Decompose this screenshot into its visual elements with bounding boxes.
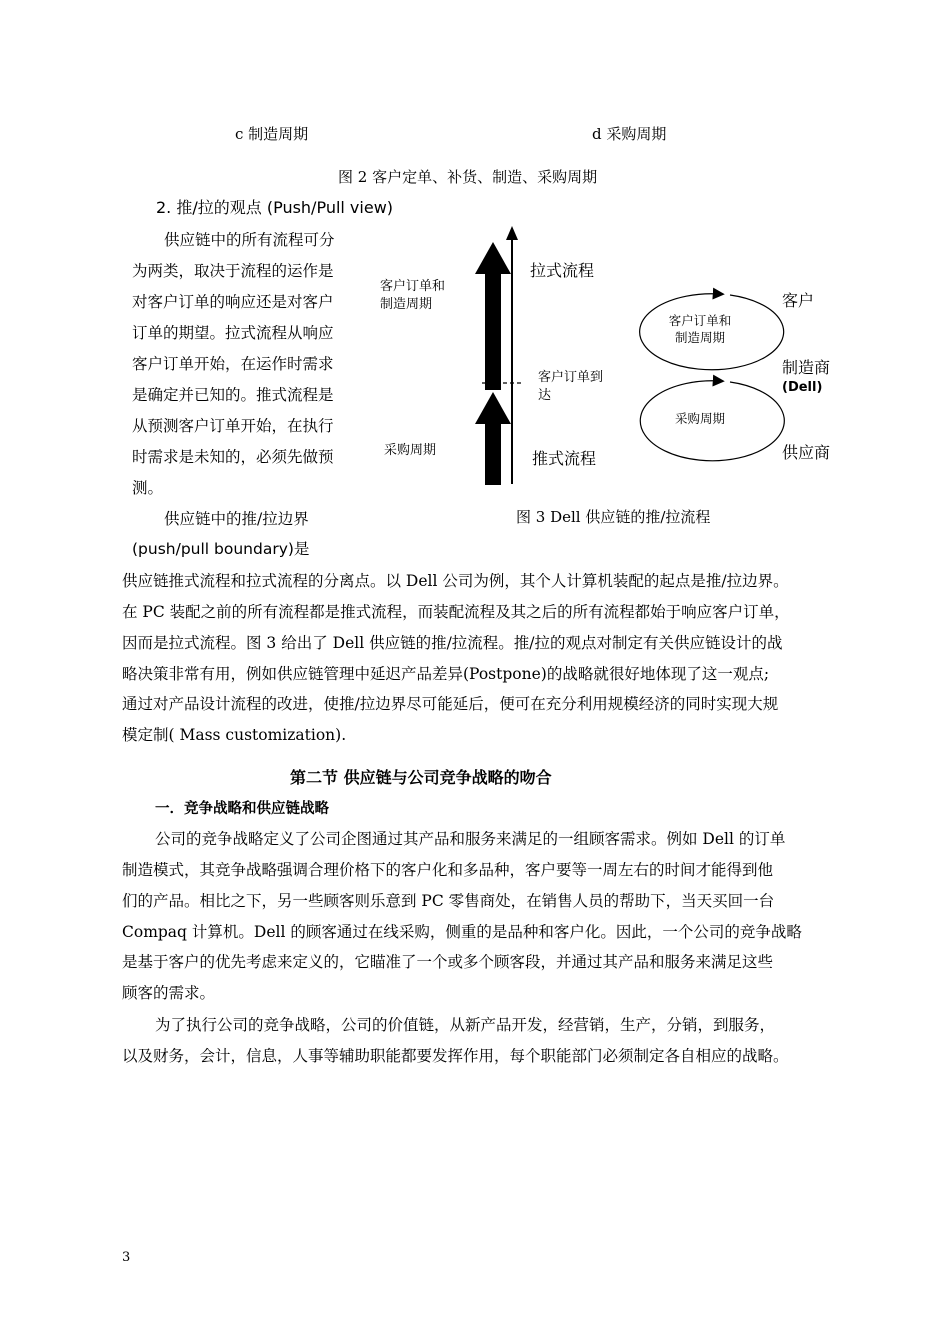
order-mfg-label: 客户订单和 <box>380 279 446 294</box>
supplier-label: 供应商 <box>782 443 831 462</box>
paragraph-line: 通过对产品设计流程的改进，使推/拉边界尽可能延后，便可在充分利用规模经济的同时实现大规 <box>122 695 779 713</box>
left-text-line: (push/pull boundary)是 <box>132 540 310 558</box>
paragraph-line: 为了执行公司的竞争战略，公司的价值链，从新产品开发，经营销，生产，分销，到服务， <box>155 1016 776 1034</box>
cycle-top-label: 客户订单和 <box>668 313 732 328</box>
dell-label: (Dell) <box>782 380 823 395</box>
figure2-caption: 图 2 客户定单、补货、制造、采购周期 <box>338 168 598 186</box>
figure3-caption: 图 3 Dell 供应链的推/拉流程 <box>516 508 711 526</box>
figure2-subcaption-d: d 采购周期 <box>592 125 667 143</box>
left-text-line: 时需求是未知的，必须先做预 <box>132 448 334 466</box>
left-text-line: 测。 <box>132 479 164 497</box>
paragraph-line: 略决策非常有用，例如供应链管理中延迟产品差异(Postpone)的战略就很好地体现了这一观点; <box>122 665 770 683</box>
pull-process-label: 拉式流程 <box>530 261 595 280</box>
order-mfg-label: 制造周期 <box>380 297 433 312</box>
paragraph-line: 是基于客户的优先考虑来定义的，它瞄准了一个或多个顾客段，并通过其产品和服务来满足这些 <box>122 953 774 971</box>
customer-label: 客户 <box>782 291 815 310</box>
cycle-bottom-label: 采购周期 <box>674 411 726 426</box>
page-number: 3 <box>122 1250 131 1265</box>
figure3-push-pull-diagram <box>370 222 850 492</box>
figure2-subcaption-c: c 制造周期 <box>235 125 309 143</box>
order-arrive-label: 达 <box>538 388 552 403</box>
paragraph-line: 供应链推式流程和拉式流程的分离点。以 Dell 公司为例，其个人计算机装配的起点是推/拉边界。 <box>122 572 789 590</box>
order-arrive-label: 客户订单到 <box>538 370 604 385</box>
left-text-line: 为两类，取决于流程的运作是 <box>132 262 334 280</box>
paragraph-line: 制造模式，其竞争战略强调合理价格下的客户化和多品种，客户要等一周左右的时间才能得到他 <box>122 861 774 879</box>
paragraph-line: 以及财务，会计，信息，人事等辅助职能都要发挥作用，每个职能部门必须制定各自相应的战略。 <box>122 1047 789 1065</box>
section-title: 第二节 供应链与公司竞争战略的吻合 <box>290 768 552 787</box>
left-text-line: 是确定并已知的。推式流程是 <box>132 386 334 404</box>
timeline-arrow <box>506 226 518 484</box>
manufacturer-label: 制造商 <box>782 358 831 377</box>
pull-block-arrow <box>475 242 511 390</box>
paragraph-line: 顾客的需求。 <box>122 984 216 1002</box>
procure-cycle-label: 采购周期 <box>384 443 437 458</box>
section-heading-push-pull: 2. 推/拉的观点 (Push/Pull view) <box>156 198 394 217</box>
left-text-line: 从预测客户订单开始，在执行 <box>132 417 334 435</box>
push-process-label: 推式流程 <box>532 449 597 468</box>
paragraph-line: 们的产品。相比之下，另一些顾客则乐意到 PC 零售商处，在销售人员的帮助下，当天买回一台 <box>122 892 775 910</box>
left-text-line: 订单的期望。拉式流程从响应 <box>132 324 334 342</box>
order-mfg-cycle <box>640 294 784 370</box>
left-text-line: 供应链中的推/拉边界 <box>164 510 309 528</box>
left-text-line: 对客户订单的响应还是对客户 <box>132 293 334 311</box>
paragraph-line: 模定制( Mass customization). <box>122 726 347 744</box>
procurement-cycle <box>640 381 784 461</box>
left-text-line: 客户订单开始，在运作时需求 <box>132 355 334 373</box>
paragraph-line: 公司的竞争战略定义了公司企图通过其产品和服务来满足的一组顾客需求。例如 Dell 的订单 <box>155 830 786 848</box>
subsection-title: 一．竞争战略和供应链战略 <box>155 801 329 817</box>
left-text-line: 供应链中的所有流程可分 <box>164 231 335 249</box>
paragraph-line: Compaq 计算机。Dell 的顾客通过在线采购，侧重的是品种和客户化。因此，一个公司的竞争战略 <box>122 923 802 941</box>
paragraph-line: 在 PC 装配之前的所有流程都是推式流程，而装配流程及其之后的所有流程都始于响应客户订单， <box>122 603 790 621</box>
cycle-top-label: 制造周期 <box>674 330 726 345</box>
push-block-arrow <box>475 392 511 485</box>
paragraph-line: 因而是拉式流程。图 3 给出了 Dell 供应链的推/拉流程。推/拉的观点对制定有关供应链设计的战 <box>122 634 783 652</box>
